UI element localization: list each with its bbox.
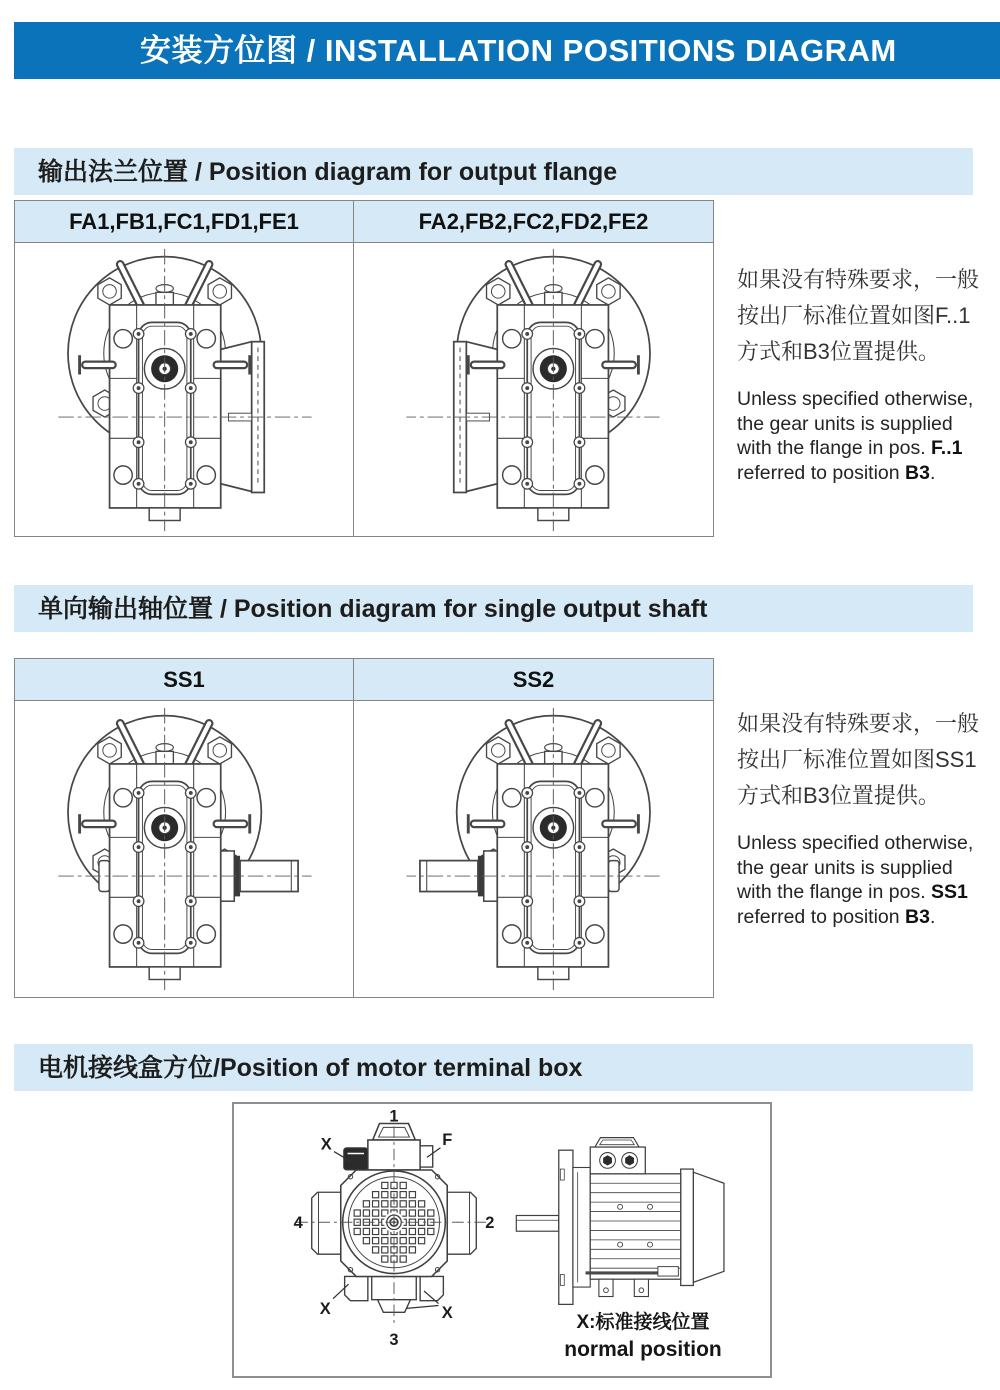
shaft-note-en-mid: referred to position bbox=[737, 905, 906, 928]
motor-caption-zh: X:标准接线位置 bbox=[576, 1312, 710, 1333]
shaft-note-en bbox=[737, 831, 989, 929]
shaft-note-en-end: . bbox=[929, 905, 936, 928]
gearbox-front-shaft-right-drawing bbox=[18, 704, 350, 994]
flange-note-en-bold1: F..1 bbox=[931, 437, 963, 459]
shaft-note-zh-line2: 按出厂标准位置如图SS1 bbox=[737, 747, 977, 772]
flange-note bbox=[737, 262, 989, 485]
motor-caption-en: normal position bbox=[564, 1338, 722, 1361]
shaft-note-en-bold2: B3 bbox=[905, 905, 930, 928]
x-top-left-label: X bbox=[320, 1135, 332, 1154]
flange-table-header-1: FA1,FB1,FC1,FD1,FE1 bbox=[15, 201, 354, 242]
section-title-output-shaft bbox=[14, 585, 973, 632]
section-title-output-flange bbox=[14, 148, 973, 195]
gearbox-front-flange-left-drawing bbox=[368, 245, 700, 535]
shaft-position-table bbox=[14, 658, 714, 998]
flange-note-zh-line1: 如果没有特殊要求，一般 bbox=[737, 267, 980, 292]
shaft-note-zh-line3: 方式和B3位置提供。 bbox=[737, 783, 940, 808]
position-4-label: 4 bbox=[293, 1214, 303, 1233]
page-title: 安装方位图 / INSTALLATION POSITIONS DIAGRAM bbox=[140, 33, 897, 68]
flange-note-en bbox=[737, 387, 989, 485]
flange-note-en-end: . bbox=[929, 461, 936, 484]
flange-note-zh-line2: 按出厂标准位置如图F..1 bbox=[737, 303, 971, 328]
section-title-text: 单向输出轴位置 / Position diagram for single output shaft bbox=[38, 595, 708, 623]
section-title-text: 输出法兰位置 / Position diagram for output flange bbox=[38, 158, 618, 186]
shaft-table-header-row bbox=[15, 659, 713, 701]
flange-note-en-text: Unless specified otherwise, the gear units is supplied with the flange in pos. bbox=[737, 388, 974, 459]
shaft-table-cell-1 bbox=[15, 701, 354, 997]
position-3-label: 3 bbox=[389, 1331, 399, 1350]
shaft-note-en-text: Unless specified otherwise, the gear units is supplied with the flange in pos. bbox=[737, 832, 974, 903]
shaft-table-header-1: SS1 bbox=[15, 659, 354, 700]
flange-table-header-row bbox=[15, 201, 713, 243]
motor-terminal-box-diagram bbox=[232, 1102, 772, 1378]
flange-table-cell-2 bbox=[354, 243, 713, 536]
x-bottom-right-label: X bbox=[441, 1304, 453, 1323]
motor-side-view-drawing bbox=[510, 1136, 746, 1317]
motor-front-view-drawing bbox=[282, 1109, 506, 1351]
x-bottom-left-label: X bbox=[319, 1300, 331, 1319]
f-label: F bbox=[442, 1130, 453, 1149]
gearbox-front-flange-right-drawing bbox=[18, 245, 350, 535]
flange-note-zh-line3: 方式和B3位置提供。 bbox=[737, 339, 940, 364]
flange-table-body-row bbox=[15, 243, 713, 536]
motor-caption bbox=[530, 1310, 756, 1363]
section-title-text: 电机接线盒方位/Position of motor terminal box bbox=[38, 1054, 583, 1082]
position-1-label: 1 bbox=[389, 1109, 399, 1126]
page-title-banner bbox=[14, 22, 1000, 79]
shaft-note-en-bold1: SS1 bbox=[931, 881, 968, 903]
shaft-note bbox=[737, 706, 989, 929]
flange-table-cell-1 bbox=[15, 243, 354, 536]
section-title-motor-terminal-box bbox=[14, 1044, 973, 1091]
flange-note-en-mid: referred to position bbox=[737, 461, 906, 484]
shaft-note-zh-line1: 如果没有特殊要求，一般 bbox=[737, 711, 980, 736]
flange-position-table bbox=[14, 200, 714, 537]
flange-table-header-2: FA2,FB2,FC2,FD2,FE2 bbox=[418, 208, 649, 234]
shaft-table-header-2: SS2 bbox=[512, 666, 555, 692]
shaft-table-cell-2 bbox=[354, 701, 713, 997]
shaft-table-body-row bbox=[15, 701, 713, 997]
position-2-label: 2 bbox=[485, 1214, 495, 1233]
gearbox-front-shaft-left-drawing bbox=[368, 704, 700, 994]
flange-note-en-bold2: B3 bbox=[905, 461, 930, 484]
